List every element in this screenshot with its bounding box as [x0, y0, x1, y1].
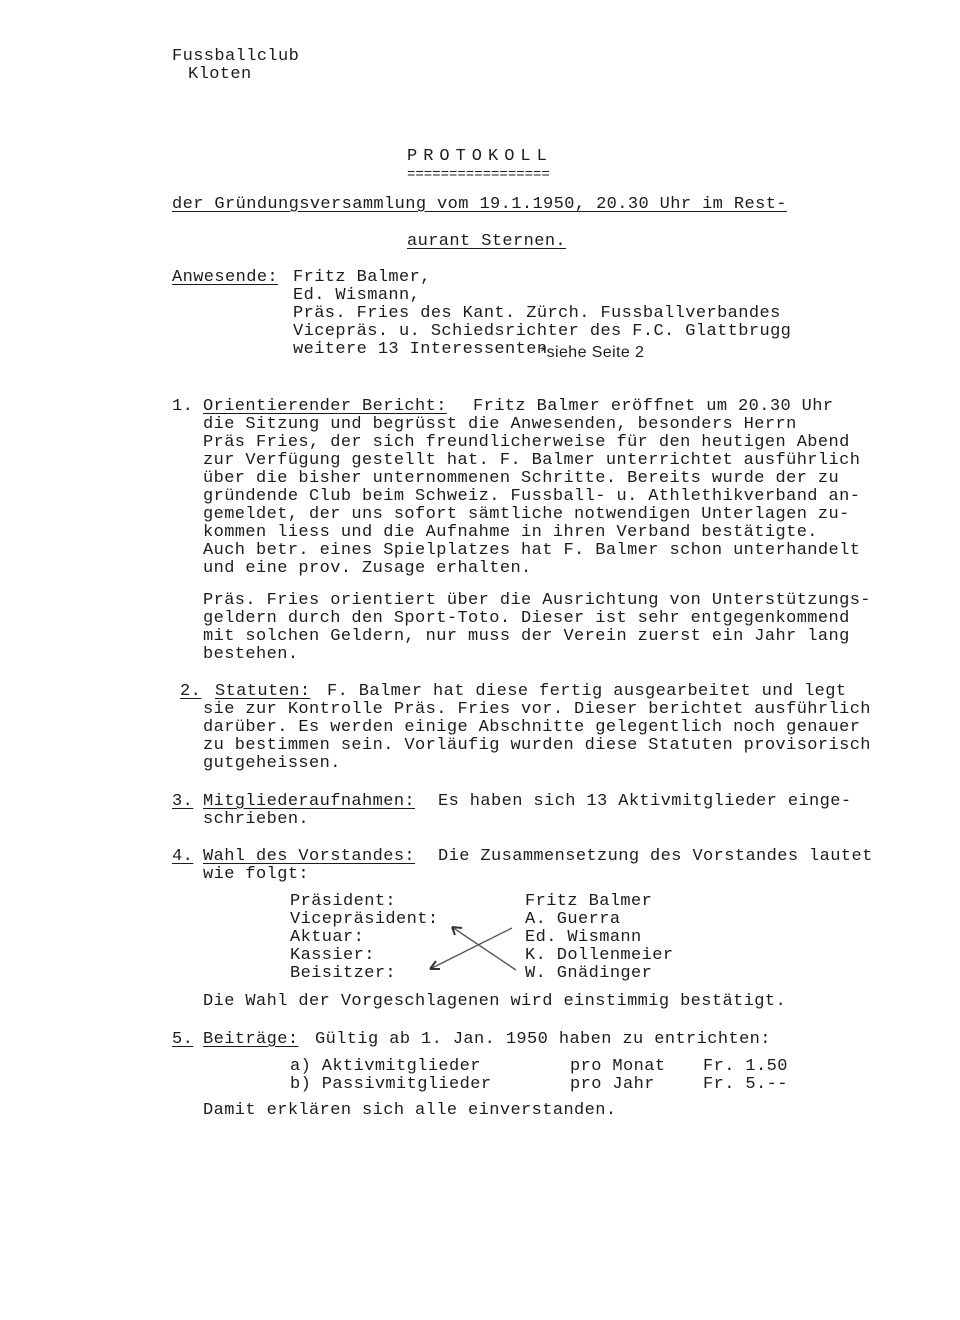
swap-arrow-line — [430, 928, 512, 969]
section3-first-line: Es haben sich 13 Aktivmitglieder einge- — [438, 792, 852, 811]
board-member-name: W. Gnädinger — [525, 964, 653, 983]
attendees-label: Anwesende: — [172, 268, 279, 287]
section2-heading: Statuten: — [215, 682, 311, 701]
section2-number: 2. — [180, 682, 202, 701]
body-line: gutgeheissen. — [203, 754, 341, 773]
section3-body-line: schrieben. — [203, 810, 310, 829]
body-line: bestehen. — [203, 645, 299, 664]
subtitle-line1: der Gründungsversammlung vom 19.1.1950, 20.30 Uhr im Rest- — [172, 195, 787, 214]
board-member-name: Fritz Balmer — [525, 892, 653, 911]
body-line: Auch betr. eines Spielplatzes hat F. Balmer schon unterhandelt — [203, 541, 861, 560]
section1-heading: Orientierender Bericht: — [203, 397, 447, 416]
title-double-rule: ================= — [407, 167, 550, 183]
attendee-line: Vicepräs. u. Schiedsrichter des F.C. Glattbrugg — [293, 322, 792, 341]
attendees-note: *siehe Seite 2 — [540, 344, 645, 361]
fee-row-item: b) Passivmitglieder — [290, 1075, 492, 1094]
section5-closing: Damit erklären sich alle einverstanden. — [203, 1101, 617, 1120]
document-title: PROTOKOLL — [407, 147, 553, 166]
body-line: über die bisher unternommenen Schritte. Bereits wurde der zu — [203, 469, 840, 488]
body-line: gründende Club beim Schweiz. Fussball- u. Athlethikverband an- — [203, 487, 861, 506]
fee-row-period: pro Monat — [570, 1057, 666, 1076]
body-line: mit solchen Geldern, nur muss der Verein zuerst ein Jahr lang — [203, 627, 850, 646]
body-line: sie zur Kontrolle Präs. Fries vor. Dieser berichtet ausführlich — [203, 700, 871, 719]
swap-arrow-line — [452, 927, 516, 970]
attendee-line: Ed. Wismann, — [293, 286, 421, 305]
subtitle-line2: aurant Sternen. — [407, 232, 567, 251]
club-name-line1: Fussballclub — [172, 47, 300, 66]
section1-number: 1. — [172, 397, 194, 416]
fee-row-item: a) Aktivmitglieder — [290, 1057, 481, 1076]
body-line: die Sitzung und begrüsst die Anwesenden, besonders Herrn — [203, 415, 797, 434]
body-line: darüber. Es werden einige Abschnitte gelegentlich noch genauer — [203, 718, 861, 737]
body-line: geldern durch den Sport-Toto. Dieser ist sehr entgegenkommend — [203, 609, 850, 628]
body-line: gemeldet, der uns sofort sämtliche notwendigen Unterlagen zu- — [203, 505, 850, 524]
board-role: Beisitzer: — [290, 964, 397, 983]
body-line: zur Verfügung gestellt hat. F. Balmer unterrichtet ausführlich — [203, 451, 861, 470]
section1-first-line: Fritz Balmer eröffnet um 20.30 Uhr — [473, 397, 834, 416]
section3-heading: Mitgliederaufnahmen: — [203, 792, 416, 811]
club-name-line2: Kloten — [188, 65, 252, 84]
section4-heading: Wahl des Vorstandes: — [203, 847, 416, 866]
body-line: Präs Fries, der sich freundlicherweise für den heutigen Abend — [203, 433, 850, 452]
body-line: Präs. Fries orientiert über die Ausrichtung von Unterstützungs- — [203, 591, 871, 610]
section4-second-line: wie folgt: — [203, 865, 310, 884]
attendee-line: Fritz Balmer, — [293, 268, 431, 287]
board-member-name: K. Dollenmeier — [525, 946, 674, 965]
fee-row-amount: Fr. 5.-- — [703, 1075, 788, 1094]
board-member-name: Ed. Wismann — [525, 928, 642, 947]
section2-first-line: F. Balmer hat diese fertig ausgearbeitet und legt — [327, 682, 847, 701]
section3-number: 3. — [172, 792, 194, 811]
board-role: Präsident: — [290, 892, 397, 911]
body-line: zu bestimmen sein. Vorläufig wurden diese Statuten provisorisch — [203, 736, 871, 755]
attendee-line: Präs. Fries des Kant. Zürch. Fussballverbandes — [293, 304, 781, 323]
board-role: Kassier: — [290, 946, 375, 965]
board-member-name: A. Guerra — [525, 910, 621, 929]
section5-heading: Beiträge: — [203, 1030, 299, 1049]
attendee-line: weitere 13 Interessenten — [293, 340, 548, 359]
section5-number: 5. — [172, 1030, 194, 1049]
body-line: und eine prov. Zusage erhalten. — [203, 559, 532, 578]
section5-first-line: Gültig ab 1. Jan. 1950 haben zu entrichten: — [315, 1030, 771, 1049]
section4-closing: Die Wahl der Vorgeschlagenen wird einstimmig bestätigt. — [203, 992, 787, 1011]
board-role: Vicepräsident: — [290, 910, 439, 929]
section4-number: 4. — [172, 847, 194, 866]
fee-row-amount: Fr. 1.50 — [703, 1057, 788, 1076]
board-role: Aktuar: — [290, 928, 365, 947]
section4-first-line: Die Zusammensetzung des Vorstandes lautet — [438, 847, 873, 866]
body-line: kommen liess und die Aufnahme in ihren Verband bestätigte. — [203, 523, 818, 542]
fee-row-period: pro Jahr — [570, 1075, 655, 1094]
